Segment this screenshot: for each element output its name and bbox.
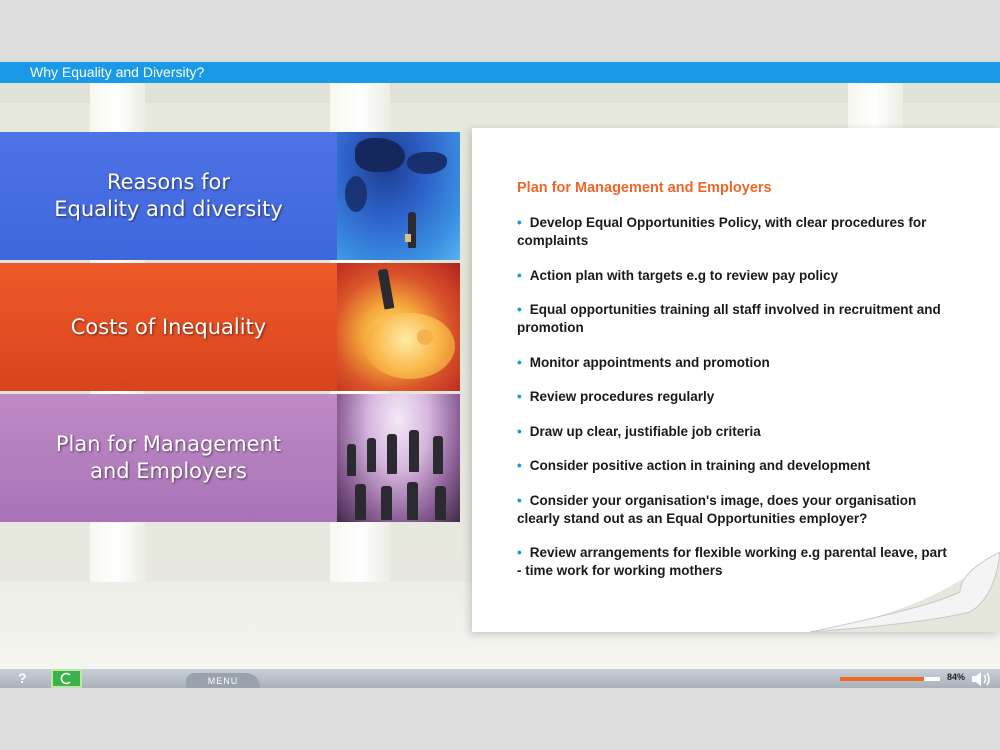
menu-tile-label: Costs of Inequality <box>70 314 267 339</box>
panel-heading: Plan for Management and Employers <box>517 180 772 196</box>
list-item-text: Equal opportunities training all staff involved in recruitment and promotion <box>517 302 941 335</box>
menu-tile-reasons[interactable] <box>0 132 460 260</box>
progress-percent: 84% <box>947 672 966 682</box>
list-item-text: Review procedures regularly <box>529 389 715 404</box>
list-item <box>517 354 947 372</box>
list-item-text: Consider your organisation's image, does your organisation clearly stand out as an Equal Opportunities employer? <box>517 492 917 526</box>
help-button[interactable]: ? <box>18 670 27 686</box>
list-item-text: Review arrangements for flexible working e.g parental leave, part - time work for working mothers <box>517 545 947 578</box>
progress-bar-fill <box>840 677 924 681</box>
menu-tile-costs[interactable] <box>0 263 460 391</box>
bullet-icon: • <box>517 302 522 317</box>
person-figure <box>387 434 397 474</box>
suitcase-shape <box>405 234 411 242</box>
bullet-icon: • <box>517 492 522 508</box>
person-figure <box>347 444 356 476</box>
piggy-bank-ear <box>417 329 433 345</box>
piggy-bank-body <box>365 313 455 379</box>
bullet-icon: • <box>517 458 522 473</box>
person-figure <box>409 430 419 472</box>
list-item-text: Action plan with targets e.g to review pay policy <box>529 267 839 283</box>
slide-stage <box>0 62 1000 688</box>
person-figure <box>407 482 418 520</box>
menu-tile-label: Reasons for Equality and diversity <box>54 170 283 221</box>
menu-button[interactable]: MENU <box>186 673 260 688</box>
list-item-text: Draw up clear, justifiable job criteria <box>529 423 761 439</box>
list-item <box>517 301 947 337</box>
person-figure <box>433 436 443 474</box>
person-figure <box>435 486 446 520</box>
bullet-icon: • <box>517 545 522 560</box>
person-figure <box>355 484 366 520</box>
bullet-icon: • <box>517 354 522 370</box>
crowd-image <box>337 394 460 522</box>
bullet-icon: • <box>517 423 522 439</box>
list-item <box>517 388 947 406</box>
list-item <box>517 423 947 441</box>
bullet-icon: • <box>517 215 522 230</box>
window-title-bar <box>0 62 1000 83</box>
content-panel <box>472 128 1000 632</box>
list-item <box>517 492 947 528</box>
page-title: Why Equality and Diversity? <box>30 64 205 80</box>
list-item-text: Consider positive action in training and development <box>529 458 871 473</box>
continent-shape <box>407 152 447 174</box>
speaker-icon[interactable] <box>970 671 994 687</box>
bullet-icon: • <box>517 267 522 283</box>
bullet-list <box>517 214 947 597</box>
list-item-text: Monitor appointments and promotion <box>529 354 770 370</box>
list-item <box>517 267 947 285</box>
menu-tile-plan[interactable] <box>0 394 460 522</box>
continent-shape <box>345 176 367 212</box>
restart-button[interactable] <box>51 669 82 688</box>
list-item <box>517 457 947 475</box>
list-item-text: Develop Equal Opportunities Policy, with clear procedures for complaints <box>517 215 927 248</box>
menu-tile-label: Plan for Management and Employers <box>55 432 282 483</box>
businessman-figure <box>378 268 395 309</box>
restart-icon <box>53 671 80 686</box>
progress-bar <box>840 677 940 681</box>
control-bar <box>0 669 1000 688</box>
list-item <box>517 214 947 250</box>
globe-traveller-image <box>337 132 460 260</box>
traveller-figure <box>408 212 416 248</box>
piggy-bank-image <box>337 263 460 391</box>
continent-shape <box>355 138 405 172</box>
page-curl-icon <box>810 552 1000 632</box>
person-figure <box>381 486 392 520</box>
bullet-icon: • <box>517 389 522 404</box>
person-figure <box>367 438 376 472</box>
